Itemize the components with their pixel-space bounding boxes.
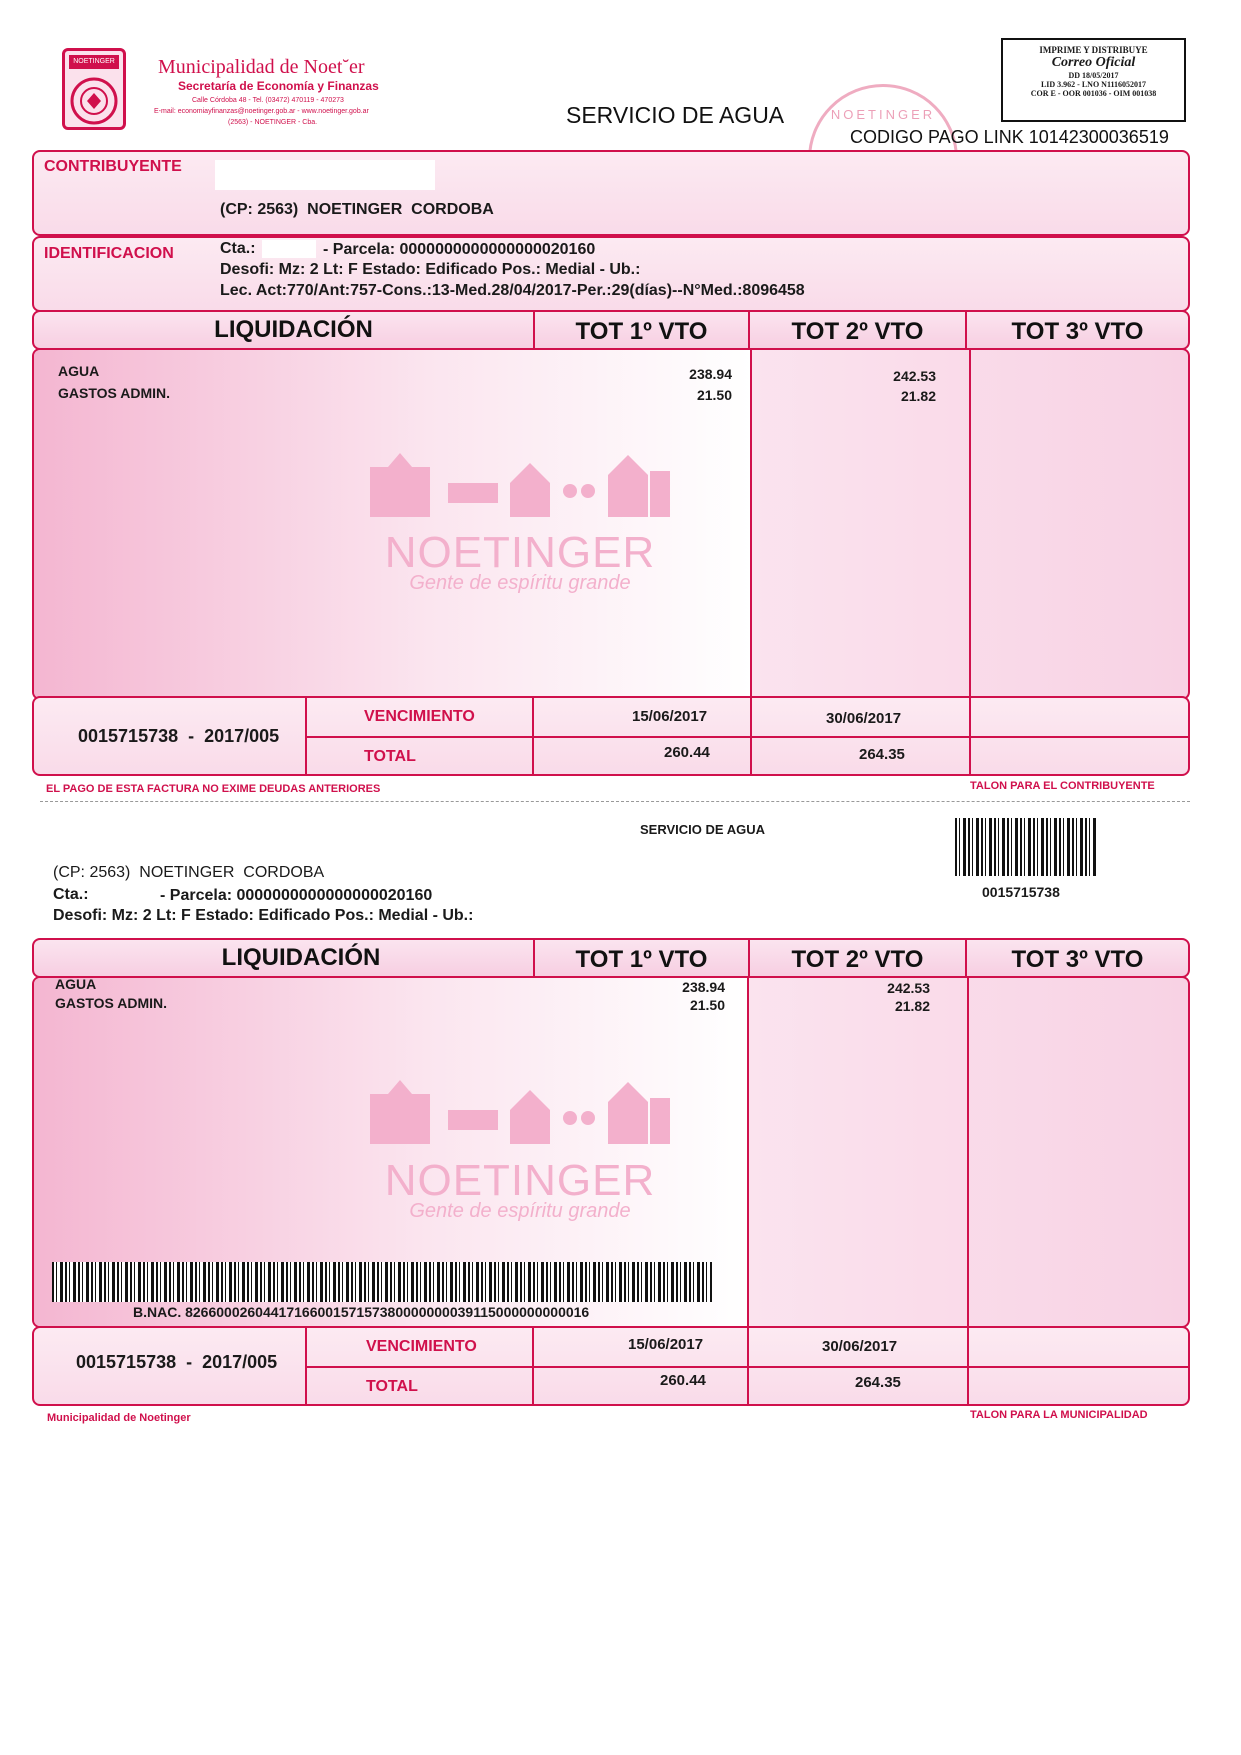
- barcode-number: 0015715738: [982, 884, 1060, 900]
- col-1-vto: TOT 1º VTO: [535, 312, 750, 348]
- bottom-municipio: Municipalidad de Noetinger: [47, 1412, 191, 1424]
- bottom-invoice-number: 0015715738 - 2017/005: [76, 1352, 278, 1372]
- vencimiento-date-2: 30/06/2017: [826, 710, 902, 727]
- email-line: E-mail: economiayfinanzas@noetinger.gob.ar - www.noetinger.gob.ar: [154, 108, 369, 115]
- stamp-text: NOETINGER: [830, 107, 936, 122]
- concept-gastos: GASTOS ADMIN.: [58, 385, 171, 401]
- logo-text: NOETINGER: [69, 55, 119, 69]
- liquidacion-first-col-bg: [34, 350, 751, 698]
- bottom-col-1-vto: TOT 1º VTO: [535, 940, 750, 976]
- divider: [967, 976, 969, 1328]
- bottom-parcela: - Parcela: 0000000000000000020160: [160, 887, 433, 904]
- shield-icon: [65, 73, 123, 129]
- divider: [747, 976, 749, 1328]
- vencimiento-label: VENCIMIENTO: [364, 708, 475, 725]
- bottom-vencimiento-date-2: 30/06/2017: [822, 1338, 898, 1355]
- identificacion-line3: Lec. Act:770/Ant:757-Cons.:13-Med.28/04/2017-Per.:29(días)--N°Med.:8096458: [220, 282, 805, 299]
- identificacion-line2: Desofi: Mz: 2 Lt: F Estado: Edificado Pos.: Medial - Ub.:: [220, 261, 641, 278]
- bottom-agua-v2: 242.53: [887, 980, 930, 996]
- watermark-slogan: Gente de espíritu grande: [409, 572, 631, 594]
- col-3-vto: TOT 3º VTO: [1011, 318, 1144, 345]
- gastos-v1: 21.50: [696, 387, 732, 403]
- liquidacion-header: [32, 310, 1190, 350]
- correo-line3: DD 18/05/2017: [1068, 71, 1119, 80]
- parcela: - Parcela: 0000000000000000020160: [323, 241, 596, 258]
- invoice-number: 0015715738 - 2017/005: [78, 726, 280, 746]
- bottom-total-1: 260.44: [660, 1372, 706, 1389]
- talon-contribuyente: TALON PARA EL CONTRIBUYENTE: [970, 780, 1155, 792]
- bank-barcode: [52, 1262, 712, 1302]
- total-label: TOTAL: [364, 748, 416, 765]
- codigo-pago-link: CODIGO PAGO LINK 10142300036519: [850, 127, 1169, 147]
- agua-v2: 242.53: [893, 368, 936, 384]
- bottom-concept-gastos: GASTOS ADMIN.: [55, 995, 168, 1011]
- cta-redacted: [262, 240, 316, 258]
- bank-code: B.NAC. 8266000260441716600157157380000000039115000000000016: [133, 1304, 590, 1320]
- agua-v1: 238.94: [689, 366, 732, 382]
- bottom-total-label: TOTAL: [366, 1378, 418, 1395]
- correo-line5: COR E - OOR 001036 - OIM 001038: [1030, 89, 1157, 98]
- bottom-liquidacion-title: LIQUIDACIÓN: [34, 940, 535, 976]
- contribuyente-label: CONTRIBUYENTE: [44, 158, 182, 175]
- city-line: (2563) - NOETINGER - Cba.: [228, 119, 318, 126]
- bottom-vencimiento-label: VENCIMIENTO: [366, 1338, 477, 1355]
- total-1: 260.44: [664, 744, 710, 761]
- divider: [305, 1366, 1188, 1368]
- secretaria: Secretaría de Economía y Finanzas: [178, 79, 379, 93]
- correo-line1: IMPRIME Y DISTRIBUYE: [1039, 45, 1148, 55]
- total-2: 264.35: [859, 746, 905, 763]
- correo-line4: LID 3.962 - LNO N1116052017: [1040, 80, 1147, 89]
- watermark-graphic: [370, 445, 670, 517]
- address-line: Calle Córdoba 48 - Tel. (03472) 470119 - 470273: [192, 97, 344, 104]
- bottom-address: (CP: 2563) NOETINGER CORDOBA: [53, 864, 325, 881]
- cta-label: Cta.:: [220, 240, 256, 257]
- correo-line2: Correo Oficial: [1051, 55, 1136, 70]
- liquidacion-title: LIQUIDACIÓN: [34, 312, 535, 348]
- bottom-gastos-v2: 21.82: [894, 998, 930, 1014]
- bottom-watermark-name: NOETINGER: [384, 1156, 656, 1205]
- bottom-cta-label: Cta.:: [53, 886, 89, 903]
- municipality-logo: [62, 48, 126, 130]
- municipality-name: Municipalidad de Noet˘er: [158, 56, 365, 78]
- divider: [305, 736, 1188, 738]
- identificacion-label: IDENTIFICACION: [44, 245, 174, 262]
- bottom-agua-v1: 238.94: [682, 979, 725, 995]
- cut-line: [40, 801, 1190, 802]
- barcode-top: [955, 818, 1097, 876]
- watermark-name: NOETINGER: [384, 528, 656, 577]
- bottom-liquidacion-header: [32, 938, 1190, 978]
- concept-agua: AGUA: [58, 363, 100, 379]
- bottom-concept-agua: AGUA: [55, 976, 97, 992]
- bottom-total-2: 264.35: [855, 1374, 901, 1391]
- divider: [969, 348, 971, 700]
- bottom-line2: Desofi: Mz: 2 Lt: F Estado: Edificado Pos.: Medial - Ub.:: [53, 907, 474, 924]
- gastos-v2: 21.82: [900, 388, 936, 404]
- bottom-gastos-v1: 21.50: [689, 997, 725, 1013]
- service-title: SERVICIO DE AGUA: [566, 102, 785, 128]
- vencimiento-date-1: 15/06/2017: [632, 708, 708, 725]
- bottom-watermark-graphic: [370, 1072, 670, 1144]
- contribuyente-name-redacted: [215, 160, 435, 190]
- bottom-watermark-slogan: Gente de espíritu grande: [409, 1200, 631, 1222]
- correo-oficial-box: [1001, 38, 1186, 122]
- divider: [750, 348, 752, 700]
- bottom-service-title: SERVICIO DE AGUA: [640, 822, 765, 837]
- contribuyente-box: [32, 150, 1190, 236]
- col-2-vto: TOT 2º VTO: [750, 312, 967, 348]
- bottom-col-2-vto: TOT 2º VTO: [750, 940, 967, 976]
- talon-municipalidad: TALON PARA LA MUNICIPALIDAD: [970, 1409, 1148, 1421]
- payment-note: EL PAGO DE ESTA FACTURA NO EXIME DEUDAS ANTERIORES: [46, 783, 381, 795]
- bottom-vencimiento-date-1: 15/06/2017: [628, 1336, 704, 1353]
- contribuyente-address: (CP: 2563) NOETINGER CORDOBA: [220, 201, 494, 218]
- bottom-col-3-vto: TOT 3º VTO: [1011, 946, 1144, 973]
